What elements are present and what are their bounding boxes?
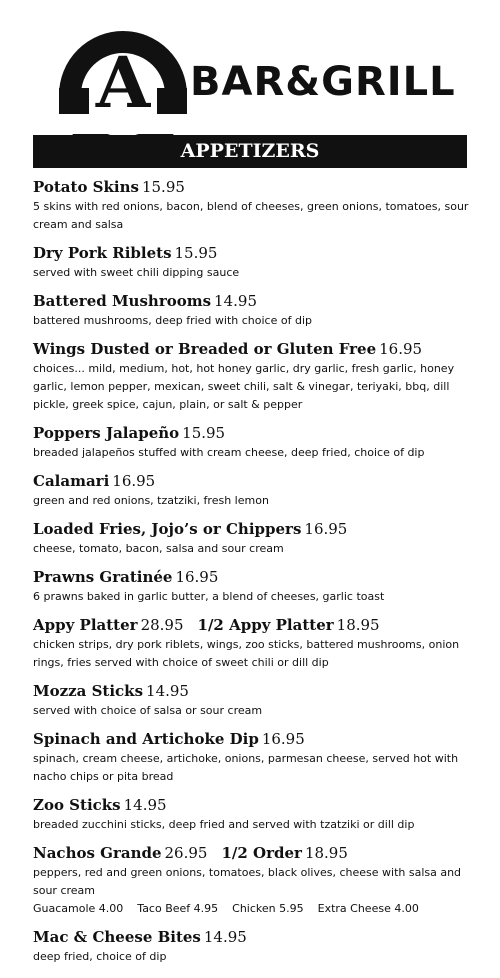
item-price: 16.95 bbox=[112, 472, 156, 490]
item-description: choices... mild, medium, hot, hot honey garlic, dry garlic, fresh garlic, honey garlic, lemon pepper, mexican, sweet chili, salt & vinegar, teriyaki, bbq, dill pickle, greek spice, cajun, plain, or salt & pepper bbox=[33, 362, 455, 411]
item-description: deep fried, choice of dip bbox=[33, 950, 167, 963]
item-price: 15.95 bbox=[182, 424, 226, 442]
menu-item bbox=[33, 680, 478, 720]
item-description: peppers, red and green onions, tomatoes, black olives, cheese with salsa and sour cream bbox=[33, 866, 462, 897]
item-price-half: 18.95 bbox=[304, 844, 348, 862]
item-name: Dry Pork Riblets bbox=[33, 244, 172, 262]
item-name: Potato Skins bbox=[33, 178, 139, 196]
item-name: Poppers Jalapeño bbox=[33, 424, 180, 442]
menu-item bbox=[33, 794, 478, 834]
logo-letter: A bbox=[95, 41, 151, 124]
item-description: 5 skins with red onions, bacon, blend of cheeses, green onions, tomatoes, sour cream and salsa bbox=[33, 200, 469, 231]
item-description: 6 prawns baked in garlic butter, a blend of cheeses, garlic toast bbox=[33, 590, 385, 603]
menu-item bbox=[33, 614, 478, 672]
item-price: 14.95 bbox=[203, 928, 247, 946]
item-description: breaded zucchini sticks, deep fried and served with tzatziki or dill dip bbox=[33, 818, 415, 831]
item-description: breaded jalapeños stuffed with cream cheese, deep fried, choice of dip bbox=[33, 446, 425, 459]
menu-item bbox=[33, 566, 478, 606]
item-name: Calamari bbox=[33, 472, 110, 490]
item-price: 28.95 bbox=[140, 616, 184, 634]
item-description: cheese, tomato, bacon, salsa and sour cream bbox=[33, 542, 284, 555]
item-name: Spinach and Artichoke Dip bbox=[33, 730, 259, 748]
item-name: Battered Mushrooms bbox=[33, 292, 212, 310]
addon-guacamole: Guacamole 4.00 bbox=[33, 902, 124, 915]
menu-item bbox=[33, 728, 478, 786]
addon-extra-cheese: Extra Cheese 4.00 bbox=[317, 902, 419, 915]
restaurant-logo bbox=[0, 0, 500, 130]
item-name: Nachos Grande bbox=[33, 844, 162, 862]
menu-items-list bbox=[33, 176, 478, 974]
item-description: spinach, cream cheese, artichoke, onions, parmesan cheese, served hot with nacho chips or pita bread bbox=[33, 752, 459, 783]
item-price: 15.95 bbox=[174, 244, 218, 262]
item-name: Prawns Gratinée bbox=[33, 568, 173, 586]
item-price: 16.95 bbox=[261, 730, 305, 748]
item-name-half: 1/2 Appy Platter bbox=[197, 616, 334, 634]
item-price: 14.95 bbox=[146, 682, 189, 700]
addon-chicken: Chicken 5.95 bbox=[232, 902, 304, 915]
item-name: Wings Dusted or Breaded or Gluten Free bbox=[33, 340, 377, 358]
item-name: Loaded Fries, Jojo’s or Chippers bbox=[33, 520, 302, 538]
item-description: served with choice of salsa or sour cream bbox=[33, 704, 263, 717]
item-name-half: 1/2 Order bbox=[221, 844, 302, 862]
menu-item bbox=[33, 518, 478, 558]
item-description: green and red onions, tzatziki, fresh lemon bbox=[33, 494, 269, 507]
item-price: 16.95 bbox=[175, 568, 219, 586]
item-description: chicken strips, dry pork riblets, wings, zoo sticks, battered mushrooms, onion rings, fries served with choice of sweet chili or dill dip bbox=[33, 638, 460, 669]
item-description: served with sweet chili dipping sauce bbox=[33, 266, 240, 279]
item-price: 26.95 bbox=[164, 844, 208, 862]
item-price: 14.95 bbox=[214, 292, 257, 310]
menu-item bbox=[33, 842, 478, 918]
menu-item bbox=[33, 926, 478, 966]
item-price-half: 18.95 bbox=[336, 616, 380, 634]
item-description: battered mushrooms, deep fried with choice of dip bbox=[33, 314, 312, 327]
item-name: Mozza Sticks bbox=[33, 682, 144, 700]
menu-item bbox=[33, 422, 478, 462]
item-name: Zoo Sticks bbox=[33, 796, 121, 814]
menu-item bbox=[33, 470, 478, 510]
item-name: Appy Platter bbox=[33, 616, 138, 634]
item-addons bbox=[33, 900, 478, 918]
section-header: APPETIZERS bbox=[33, 135, 467, 168]
addon-taco-beef: Taco Beef 4.95 bbox=[137, 902, 219, 915]
menu-item bbox=[33, 176, 478, 234]
logo-wordmark: BAR&GRILL bbox=[190, 59, 456, 105]
item-price: 16.95 bbox=[304, 520, 348, 538]
menu-item bbox=[33, 242, 478, 282]
menu-item bbox=[33, 338, 478, 414]
menu-item bbox=[33, 290, 478, 330]
item-name: Mac & Cheese Bites bbox=[33, 928, 201, 946]
item-price: 16.95 bbox=[379, 340, 423, 358]
item-price: 14.95 bbox=[123, 796, 167, 814]
item-price: 15.95 bbox=[141, 178, 185, 196]
